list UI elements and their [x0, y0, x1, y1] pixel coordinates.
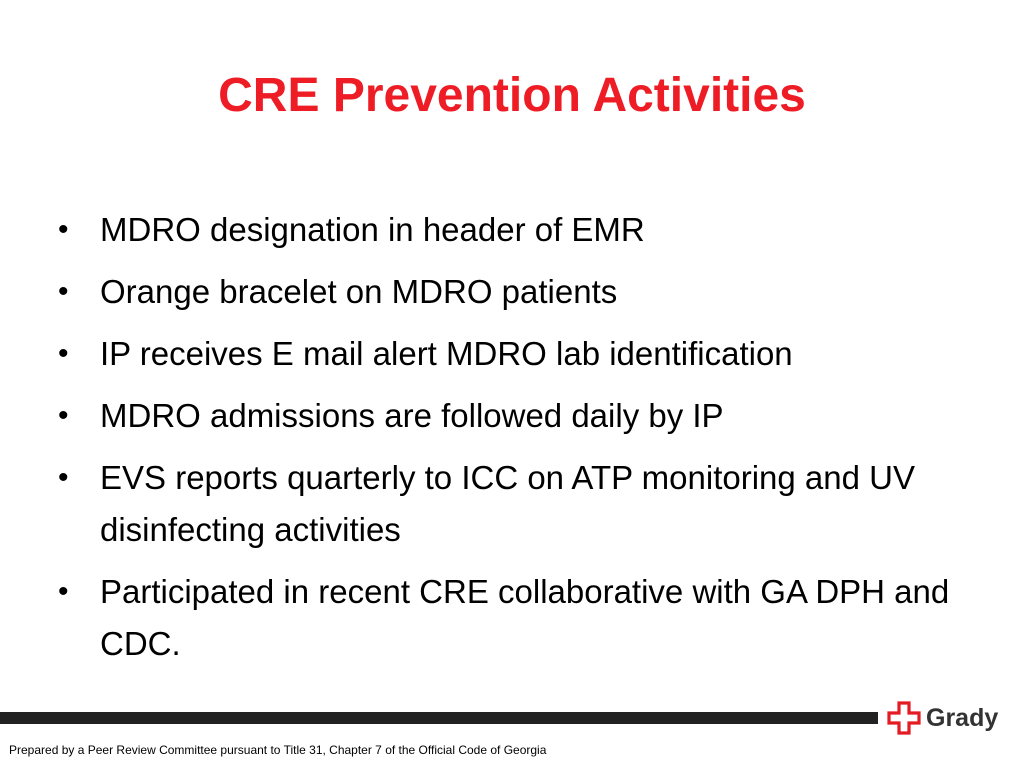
red-cross-icon	[886, 700, 922, 736]
bullet-text: Orange bracelet on MDRO patients	[100, 273, 618, 310]
bullet-dot-icon: •	[58, 399, 69, 432]
bullet-list	[54, 204, 954, 680]
bullet-dot-icon: •	[58, 337, 69, 370]
bullet-dot-icon: •	[58, 461, 69, 494]
bullet-text: IP receives E mail alert MDRO lab identification	[100, 335, 793, 372]
bullet-dot-icon: •	[58, 213, 69, 246]
bullet-dot-icon: •	[58, 275, 69, 308]
bullet-text: MDRO designation in header of EMR	[100, 211, 645, 248]
bullet-item	[54, 390, 954, 442]
bullet-text: EVS reports quarterly to ICC on ATP monitoring and UV disinfecting activities	[100, 459, 915, 548]
bullet-item	[54, 266, 954, 318]
bullet-item	[54, 452, 954, 556]
grady-logo	[886, 700, 1006, 736]
footer-divider-bar	[0, 712, 878, 724]
logo-text: Grady	[926, 704, 999, 732]
bullet-dot-icon: •	[58, 575, 69, 608]
bullet-item	[54, 328, 954, 380]
bullet-text: Participated in recent CRE collaborative with GA DPH and CDC.	[100, 573, 950, 662]
slide-title: CRE Prevention Activities	[218, 69, 806, 122]
bullet-item	[54, 566, 954, 670]
bullet-text: MDRO admissions are followed daily by IP	[100, 397, 724, 434]
footer-note: Prepared by a Peer Review Committee pursuant to Title 31, Chapter 7 of the Official Code of Georgia	[9, 743, 547, 757]
bullet-item	[54, 204, 954, 256]
